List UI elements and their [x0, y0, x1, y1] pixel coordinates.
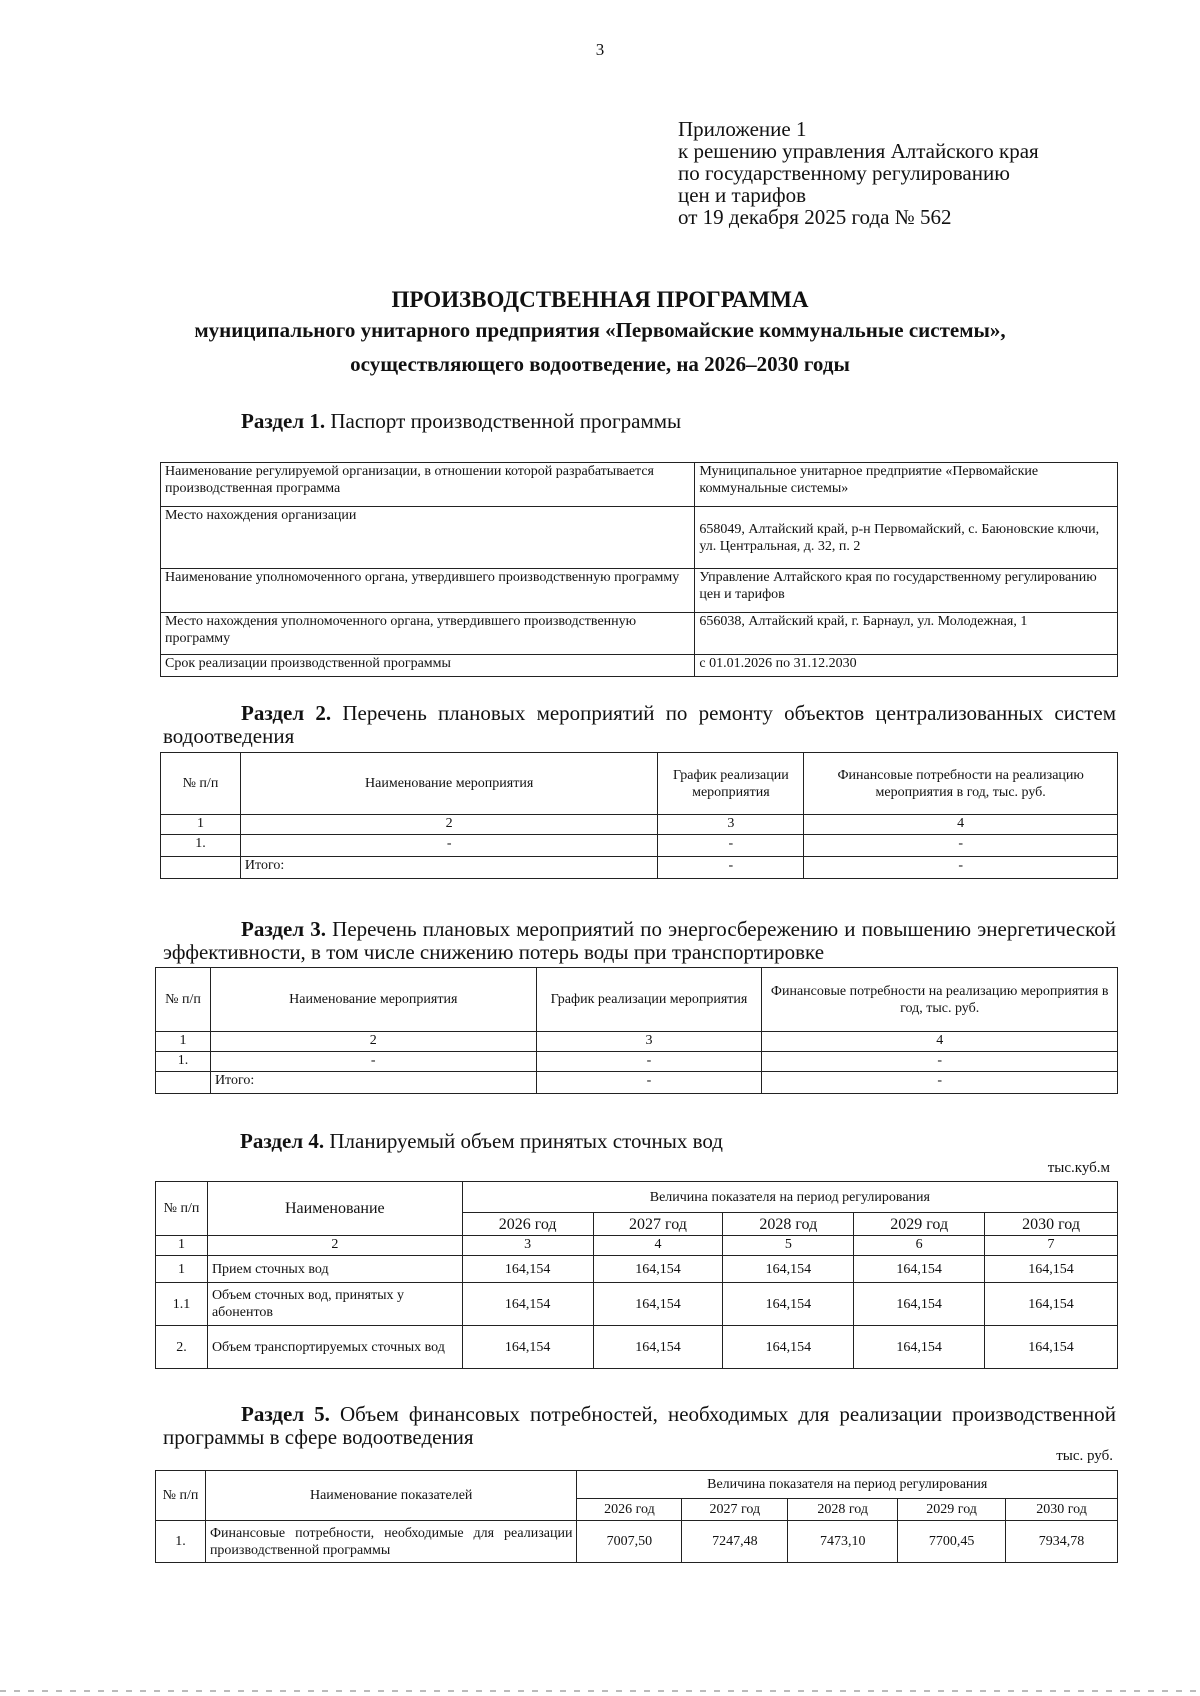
table-cell: 1.: [156, 1521, 206, 1563]
table-row: [161, 857, 1118, 879]
table-row: [156, 1072, 1118, 1094]
table-cell: 7247,48: [682, 1521, 788, 1563]
table-header-cell: 2030 год: [985, 1213, 1118, 1236]
table-cell: 1.1: [156, 1283, 208, 1326]
table-cell: 6: [854, 1236, 985, 1256]
table-row: [156, 1236, 1118, 1256]
table-header-cell: Финансовые потребности на реализацию мероприятия в год, тыс. руб.: [762, 968, 1118, 1032]
table-cell: 4: [593, 1236, 723, 1256]
section2-heading: [163, 702, 1116, 748]
table-row: [156, 1256, 1118, 1283]
table-cell: -: [536, 1072, 762, 1094]
section3-heading: [163, 918, 1116, 964]
table-cell: -: [240, 835, 658, 857]
table-cell: с 01.01.2026 по 31.12.2030: [695, 655, 1118, 677]
table-cell: Место нахождения уполномоченного органа, утвердившего производственную программу: [161, 613, 695, 655]
appendix-line: от 19 декабря 2025 года № 562: [678, 205, 952, 229]
table-header-cell: График реализации мероприятия: [536, 968, 762, 1032]
section5-heading: [163, 1403, 1116, 1449]
table-cell: 164,154: [723, 1256, 854, 1283]
table-header-cell: Наименование мероприятия: [210, 968, 536, 1032]
table-cell: 656038, Алтайский край, г. Барнаул, ул. Молодежная, 1: [695, 613, 1118, 655]
section5-label: Раздел 5.: [241, 1402, 330, 1426]
table-header-cell: 2026 год: [577, 1499, 682, 1521]
table-header-cell: № п/п: [156, 968, 211, 1032]
section1-label: Раздел 1.: [241, 409, 326, 433]
table-cell: Муниципальное унитарное предприятие «Первомайские коммунальные системы»: [695, 463, 1118, 507]
table-cell: Управление Алтайского края по государственному регулированию цен и тарифов: [695, 569, 1118, 613]
table-cell: -: [804, 857, 1118, 879]
table-cell: 7700,45: [898, 1521, 1006, 1563]
table-row: [156, 1283, 1118, 1326]
table-header-cell: Наименование: [207, 1182, 462, 1236]
table-cell: 1.: [161, 835, 241, 857]
table-cell: 4: [762, 1032, 1118, 1052]
table-cell: Прием сточных вод: [207, 1256, 462, 1283]
table-header-cell: Величина показателя на период регулирования: [577, 1471, 1118, 1499]
table-cell: [156, 1072, 211, 1094]
table-cell: 164,154: [723, 1326, 854, 1369]
table-row: [156, 1052, 1118, 1072]
table-cell: 1.: [156, 1052, 211, 1072]
section4-heading: [240, 1130, 723, 1153]
section5-unit: тыс. руб.: [1056, 1448, 1113, 1464]
table-cell: 164,154: [985, 1256, 1118, 1283]
table-cell: [161, 857, 241, 879]
table-cell: 1: [156, 1236, 208, 1256]
table-header-cell: 2026 год: [462, 1213, 593, 1236]
repair-measures-table: [160, 752, 1118, 879]
table-cell: 7473,10: [788, 1521, 898, 1563]
table-header-cell: 2029 год: [854, 1213, 985, 1236]
section4-unit: тыс.куб.м: [1047, 1160, 1110, 1176]
table-cell: 164,154: [593, 1256, 723, 1283]
section5-title: Объем финансовых потребностей, необходимых для реализации производственной программы в сфере водоотведения: [163, 1402, 1116, 1449]
page-number: 3: [595, 40, 605, 59]
table-cell: Наименование регулируемой организации, в отношении которой разрабатывается производственная программа: [161, 463, 695, 507]
table-cell: 2: [207, 1236, 462, 1256]
section4-title: Планируемый объем принятых сточных вод: [329, 1129, 723, 1153]
table-row: [161, 655, 1118, 677]
table-header-cell: Финансовые потребности на реализацию мероприятия в год, тыс. руб.: [804, 753, 1118, 815]
table-cell: 7: [985, 1236, 1118, 1256]
table-cell: 1: [156, 1256, 208, 1283]
table-cell: Место нахождения организации: [161, 507, 695, 569]
table-header-cell: № п/п: [161, 753, 241, 815]
document-subtitle-2: осуществляющего водоотведение, на 2026–2030 годы: [350, 352, 850, 376]
table-cell: 658049, Алтайский край, р-н Первомайский, с. Баюновские ключи, ул. Центральная, д. 32, п. 2: [695, 507, 1118, 569]
table-row: [156, 1182, 1118, 1213]
wastewater-volume-table: [155, 1181, 1118, 1369]
table-cell: 1: [161, 815, 241, 835]
table-header-cell: Наименование показателей: [205, 1471, 577, 1521]
table-cell: -: [658, 835, 804, 857]
table-row: [161, 463, 1118, 507]
table-cell: -: [658, 857, 804, 879]
section2-label: Раздел 2.: [241, 701, 332, 725]
table-cell: 164,154: [462, 1326, 593, 1369]
table-row: [161, 613, 1118, 655]
table-cell: 164,154: [854, 1256, 985, 1283]
table-header-cell: 2028 год: [723, 1213, 854, 1236]
table-row: [156, 1032, 1118, 1052]
table-cell: 5: [723, 1236, 854, 1256]
table-row: [156, 1521, 1118, 1563]
financial-needs-table: [155, 1470, 1118, 1563]
section4-label: Раздел 4.: [240, 1129, 325, 1153]
table-header-cell: 2030 год: [1006, 1499, 1118, 1521]
table-cell: Итого:: [240, 857, 658, 879]
table-cell: 164,154: [854, 1283, 985, 1326]
table-row: [156, 1471, 1118, 1499]
section3-label: Раздел 3.: [241, 917, 327, 941]
table-cell: -: [804, 835, 1118, 857]
passport-table: [160, 462, 1118, 677]
table-cell: 7007,50: [577, 1521, 682, 1563]
table-cell: 164,154: [985, 1283, 1118, 1326]
section1-title: Паспорт производственной программы: [330, 409, 682, 433]
table-cell: 164,154: [462, 1283, 593, 1326]
table-cell: Срок реализации производственной программы: [161, 655, 695, 677]
table-row: [161, 569, 1118, 613]
table-header-cell: 2029 год: [898, 1499, 1006, 1521]
table-cell: -: [762, 1052, 1118, 1072]
table-row: [156, 968, 1118, 1032]
table-cell: 2.: [156, 1326, 208, 1369]
table-cell: -: [210, 1052, 536, 1072]
table-cell: Объем транспортируемых сточных вод: [207, 1326, 462, 1369]
table-cell: 164,154: [462, 1256, 593, 1283]
table-cell: 164,154: [593, 1326, 723, 1369]
table-row: [161, 815, 1118, 835]
energy-measures-table: [155, 967, 1118, 1094]
table-cell: Итого:: [210, 1072, 536, 1094]
table-cell: 7934,78: [1006, 1521, 1118, 1563]
section3-title: Перечень плановых мероприятий по энергосбережению и повышению энергетической эффективности, в том числе снижению потерь воды при транспортировке: [163, 917, 1116, 964]
table-row: [161, 753, 1118, 815]
section1-heading: [241, 410, 681, 433]
document-title: ПРОИЗВОДСТВЕННАЯ ПРОГРАММА: [391, 287, 809, 312]
table-header-cell: Наименование мероприятия: [240, 753, 658, 815]
section2-title: Перечень плановых мероприятий по ремонту объектов централизованных систем водоотведения: [163, 701, 1116, 748]
table-cell: Финансовые потребности, необходимые для реализации производственной программы: [205, 1521, 577, 1563]
appendix-block: [678, 118, 1039, 228]
table-row: [161, 507, 1118, 569]
table-cell: 164,154: [854, 1326, 985, 1369]
appendix-line: цен и тарифов: [678, 183, 807, 207]
table-cell: 4: [804, 815, 1118, 835]
table-cell: 164,154: [985, 1326, 1118, 1369]
document-subtitle: муниципального унитарного предприятия «Первомайские коммунальные системы»,: [194, 318, 1006, 342]
table-cell: 3: [462, 1236, 593, 1256]
table-cell: Наименование уполномоченного органа, утвердившего производственную программу: [161, 569, 695, 613]
appendix-line: Приложение 1: [678, 117, 807, 141]
appendix-line: по государственному регулированию: [678, 161, 1010, 185]
table-cell: 3: [536, 1032, 762, 1052]
table-header-cell: График реализации мероприятия: [658, 753, 804, 815]
appendix-line: к решению управления Алтайского края: [678, 139, 1039, 163]
table-cell: 164,154: [593, 1283, 723, 1326]
table-header-cell: Величина показателя на период регулирования: [462, 1182, 1117, 1213]
table-cell: -: [536, 1052, 762, 1072]
table-cell: 1: [156, 1032, 211, 1052]
table-cell: Объем сточных вод, принятых у абонентов: [207, 1283, 462, 1326]
table-header-cell: № п/п: [156, 1182, 208, 1236]
table-cell: 164,154: [723, 1283, 854, 1326]
table-row: [156, 1326, 1118, 1369]
table-header-cell: № п/п: [156, 1471, 206, 1521]
scan-edge-divider: [0, 1690, 1200, 1692]
table-row: [161, 835, 1118, 857]
table-cell: 2: [240, 815, 658, 835]
table-cell: 3: [658, 815, 804, 835]
table-header-cell: 2028 год: [788, 1499, 898, 1521]
table-header-cell: 2027 год: [682, 1499, 788, 1521]
table-header-cell: 2027 год: [593, 1213, 723, 1236]
table-cell: -: [762, 1072, 1118, 1094]
table-cell: 2: [210, 1032, 536, 1052]
